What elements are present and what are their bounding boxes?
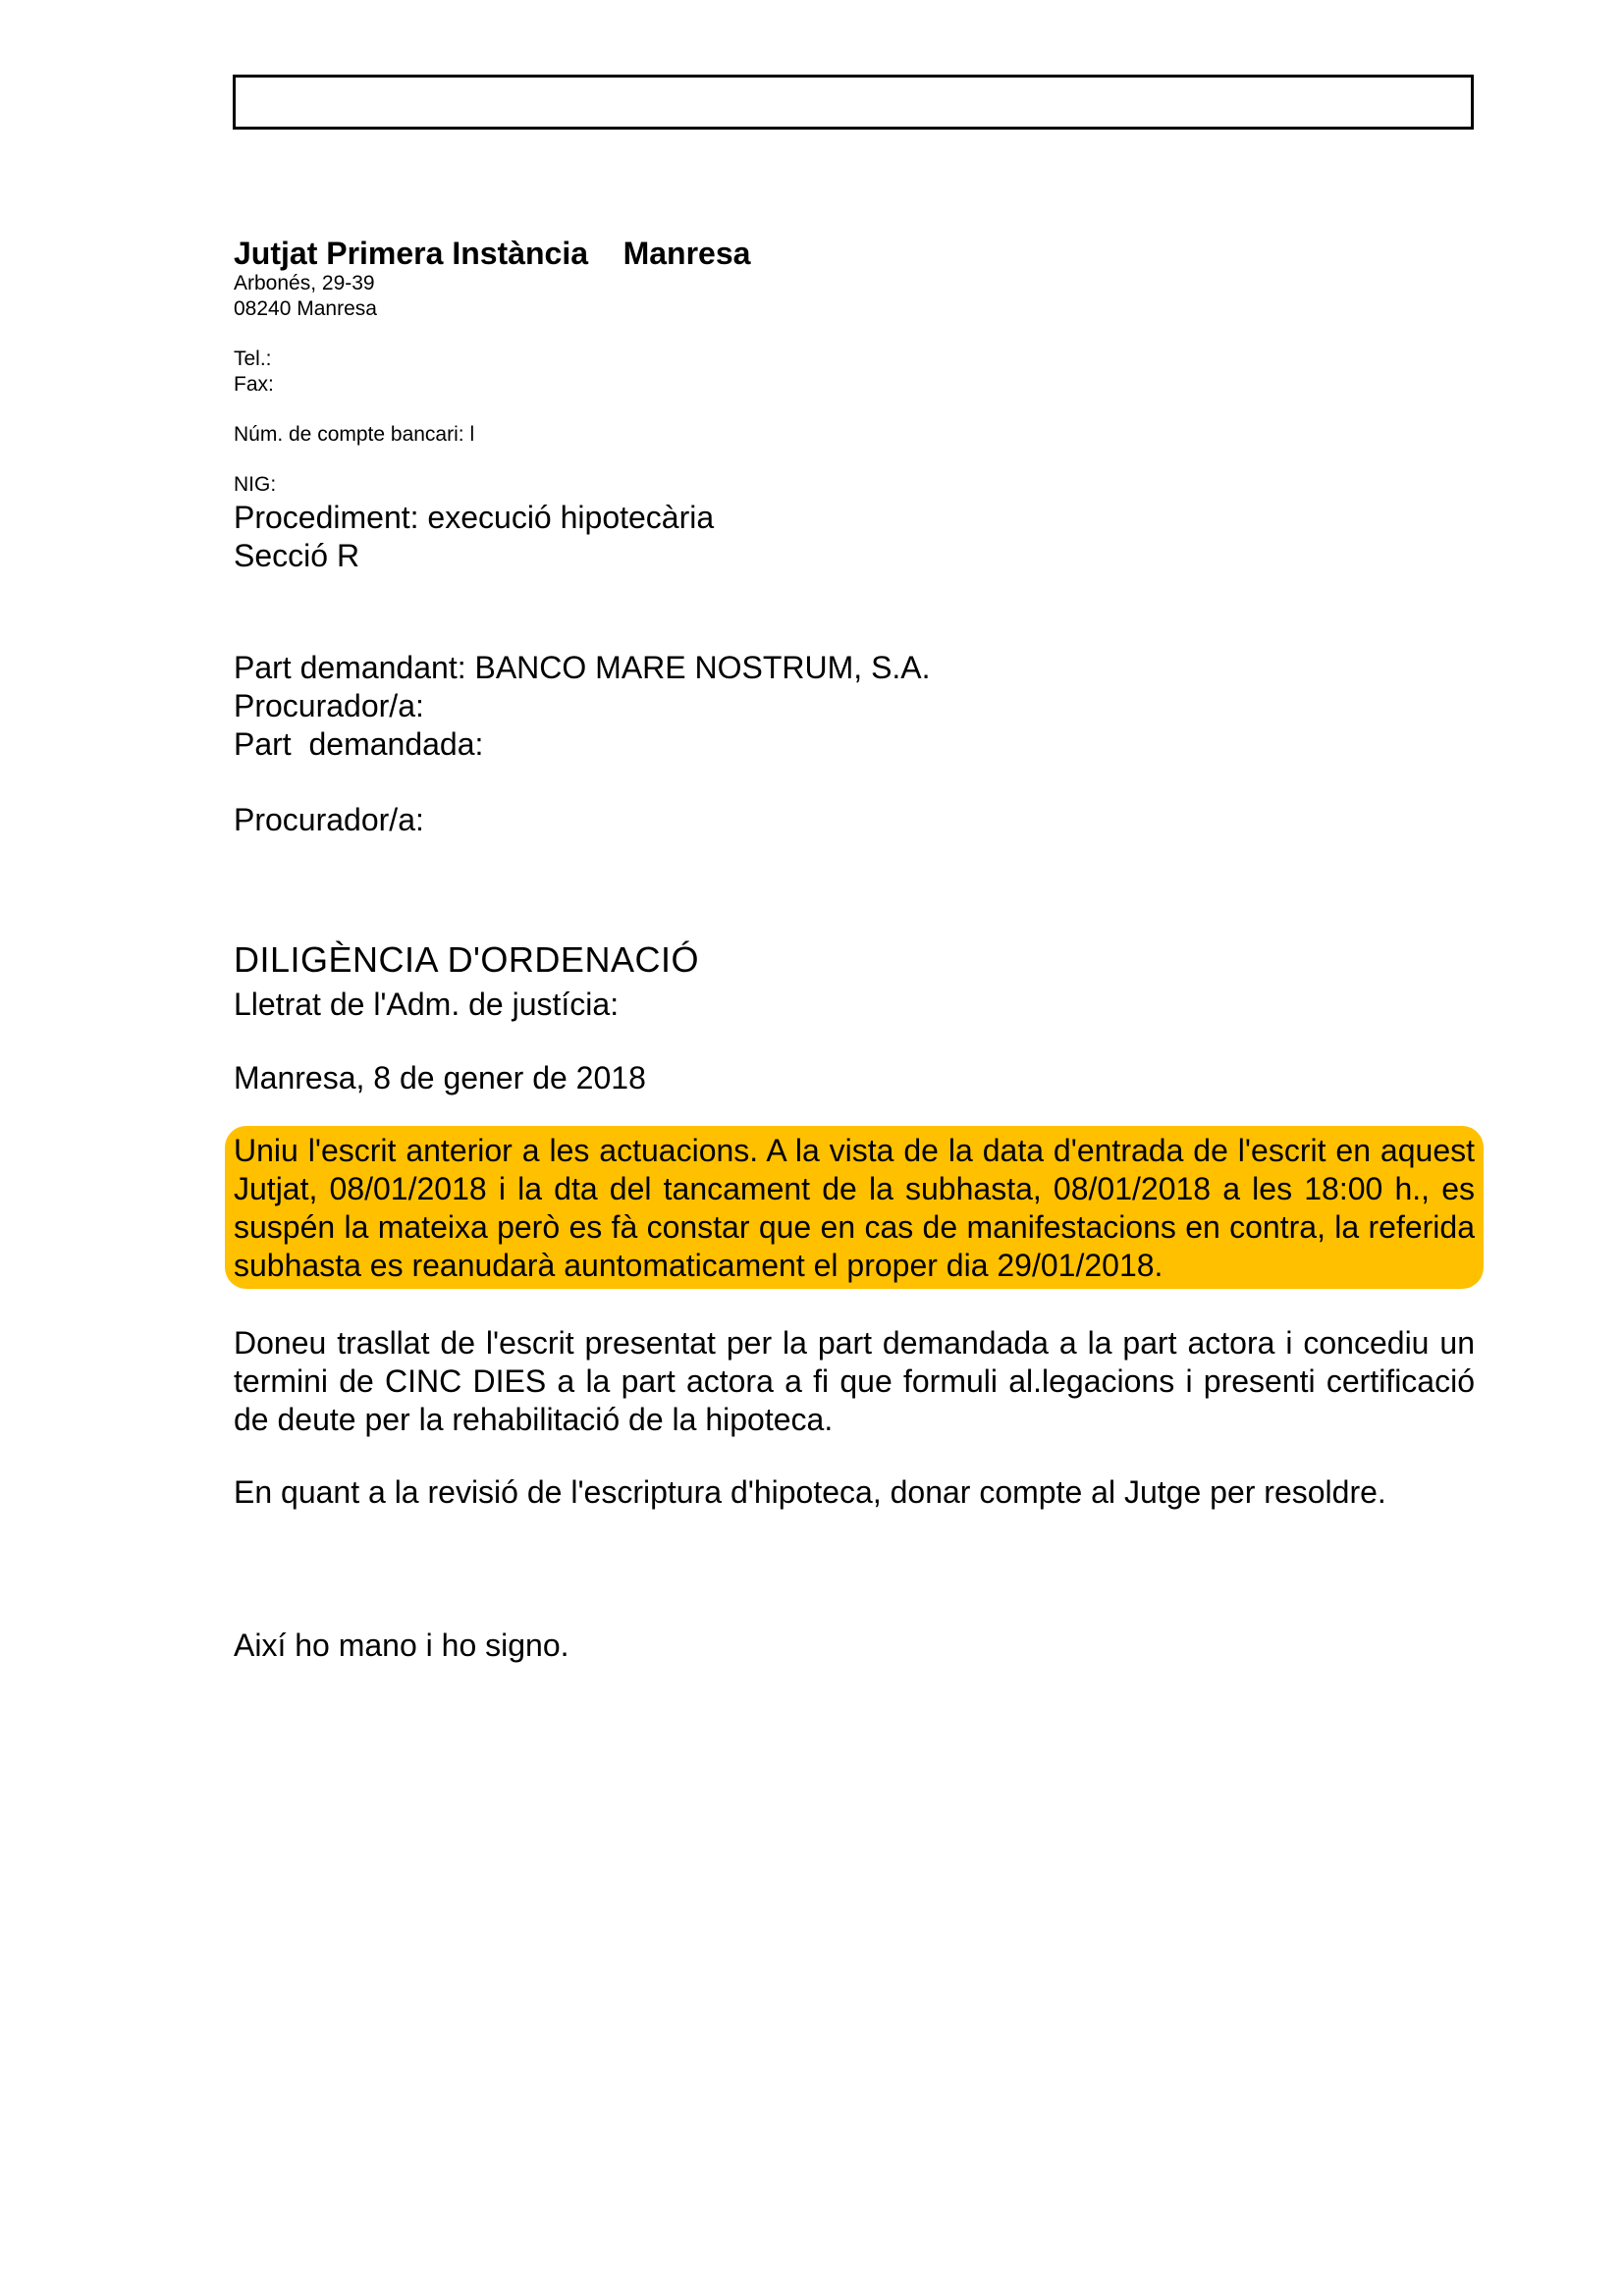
paragraph-transfer: Doneu trasllat de l'escrit presentat per la part demandada a la part actora i concediu un termini de CINC DIES a la part actora a fi que formuli al.legacions i presenti certificació de deute per la rehabilitació de la hipoteca. bbox=[234, 1325, 1475, 1437]
author-label: Lletrat de l'Adm. de justícia: bbox=[234, 987, 620, 1022]
defendant-label: Part demandada: bbox=[234, 726, 484, 762]
header-empty-box bbox=[233, 75, 1474, 130]
document-title: DILIGÈNCIA D'ORDENACIÓ bbox=[234, 939, 699, 980]
nig-label: NIG: bbox=[234, 473, 277, 496]
place-date: Manresa, 8 de gener de 2018 bbox=[234, 1060, 646, 1095]
tel-label: Tel.: bbox=[234, 347, 272, 370]
court-address-line1: Arbonés, 29-39 bbox=[234, 272, 375, 294]
court-name: Jutjat Primera Instància Manresa bbox=[234, 236, 751, 271]
plaintiff-label: Part demandant: BANCO MARE NOSTRUM, S.A. bbox=[234, 650, 931, 685]
court-address-line2: 08240 Manresa bbox=[234, 297, 377, 320]
defendant-procurator-label: Procurador/a: bbox=[234, 802, 424, 837]
plaintiff-procurator-label: Procurador/a: bbox=[234, 688, 424, 723]
highlighted-paragraph: Uniu l'escrit anterior a les actuacions. A la vista de la data d'entrada de l'escrit en aquest Jutjat, 08/01/2018 i la dta del tancament de la subhasta, 08/01/2018 a les 18:00 h., es suspén la mateixa però es fà constar que en cas de manifestacions en contra, la referida subhasta es reanudarà auntomaticament el proper dia 29/01/2018. bbox=[234, 1133, 1475, 1283]
closing-statement: Així ho mano i ho signo. bbox=[234, 1628, 569, 1663]
section-label: Secció R bbox=[234, 538, 360, 573]
procedure-label: Procediment: execució hipotecària bbox=[234, 500, 715, 535]
fax-label: Fax: bbox=[234, 373, 274, 396]
bank-account-label: Núm. de compte bancari: l bbox=[234, 423, 475, 446]
paragraph-review: En quant a la revisió de l'escriptura d'hipoteca, donar compte al Jutge per resoldre. bbox=[234, 1474, 1386, 1510]
